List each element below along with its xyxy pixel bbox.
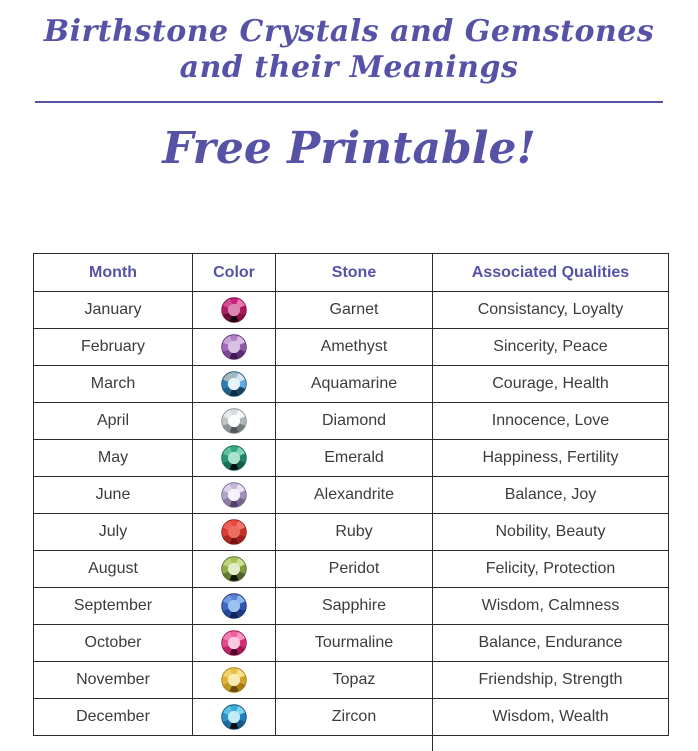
column-header-month: Month: [34, 254, 193, 292]
qualities-cell: Balance, Joy: [433, 477, 669, 514]
qualities-cell: Happiness, Fertility: [433, 440, 669, 477]
month-cell: October: [34, 625, 193, 662]
table-row: [34, 588, 669, 625]
page-title: Birthstone Crystals and Gemstones and their Meanings: [43, 14, 655, 85]
ruby-gem-icon: [221, 519, 247, 545]
table-row: [34, 662, 669, 699]
stone-cell: Aquamarine: [276, 366, 433, 403]
table-row: [34, 329, 669, 366]
stone-cell: Diamond: [276, 403, 433, 440]
color-cell: [193, 329, 276, 366]
color-cell: [193, 403, 276, 440]
month-cell: March: [34, 366, 193, 403]
printable-page: [0, 14, 698, 751]
table-bottom-stub: [432, 736, 433, 751]
qualities-cell: Innocence, Love: [433, 403, 669, 440]
table-row: [34, 366, 669, 403]
alexandrite-gem-icon: [221, 482, 247, 508]
month-cell: April: [34, 403, 193, 440]
color-cell: [193, 514, 276, 551]
month-cell: September: [34, 588, 193, 625]
color-cell: [193, 292, 276, 329]
stone-cell: Topaz: [276, 662, 433, 699]
color-cell: [193, 662, 276, 699]
stone-cell: Garnet: [276, 292, 433, 329]
table-row: [34, 551, 669, 588]
stone-cell: Tourmaline: [276, 625, 433, 662]
stone-cell: Ruby: [276, 514, 433, 551]
column-header-associated-qualities: Associated Qualities: [433, 254, 669, 292]
subtitle: Free Printable!: [162, 123, 536, 174]
month-cell: January: [34, 292, 193, 329]
qualities-cell: Balance, Endurance: [433, 625, 669, 662]
qualities-cell: Felicity, Protection: [433, 551, 669, 588]
stone-cell: Amethyst: [276, 329, 433, 366]
tourmaline-gem-icon: [221, 630, 247, 656]
table-header-row: [34, 254, 669, 292]
column-header-stone: Stone: [276, 254, 433, 292]
peridot-gem-icon: [221, 556, 247, 582]
table-row: [34, 699, 669, 736]
diamond-gem-icon: [221, 408, 247, 434]
title-divider: [35, 101, 663, 103]
zircon-gem-icon: [221, 704, 247, 730]
qualities-cell: Consistancy, Loyalty: [433, 292, 669, 329]
qualities-cell: Nobility, Beauty: [433, 514, 669, 551]
table-row: [34, 625, 669, 662]
color-cell: [193, 366, 276, 403]
birthstone-table: [33, 253, 669, 736]
table-row: [34, 292, 669, 329]
qualities-cell: Courage, Health: [433, 366, 669, 403]
aquamarine-gem-icon: [221, 371, 247, 397]
table-row: [34, 440, 669, 477]
stone-cell: Zircon: [276, 699, 433, 736]
qualities-cell: Wisdom, Wealth: [433, 699, 669, 736]
table-row: [34, 477, 669, 514]
month-cell: August: [34, 551, 193, 588]
color-cell: [193, 551, 276, 588]
column-header-color: Color: [193, 254, 276, 292]
color-cell: [193, 588, 276, 625]
color-cell: [193, 699, 276, 736]
table-row: [34, 514, 669, 551]
month-cell: June: [34, 477, 193, 514]
month-cell: December: [34, 699, 193, 736]
sapphire-gem-icon: [221, 593, 247, 619]
qualities-cell: Wisdom, Calmness: [433, 588, 669, 625]
month-cell: February: [34, 329, 193, 366]
month-cell: May: [34, 440, 193, 477]
stone-cell: Alexandrite: [276, 477, 433, 514]
garnet-gem-icon: [221, 297, 247, 323]
stone-cell: Peridot: [276, 551, 433, 588]
table-row: [34, 403, 669, 440]
topaz-gem-icon: [221, 667, 247, 693]
color-cell: [193, 440, 276, 477]
amethyst-gem-icon: [221, 334, 247, 360]
color-cell: [193, 477, 276, 514]
qualities-cell: Friendship, Strength: [433, 662, 669, 699]
qualities-cell: Sincerity, Peace: [433, 329, 669, 366]
emerald-gem-icon: [221, 445, 247, 471]
month-cell: July: [34, 514, 193, 551]
stone-cell: Emerald: [276, 440, 433, 477]
month-cell: November: [34, 662, 193, 699]
color-cell: [193, 625, 276, 662]
stone-cell: Sapphire: [276, 588, 433, 625]
